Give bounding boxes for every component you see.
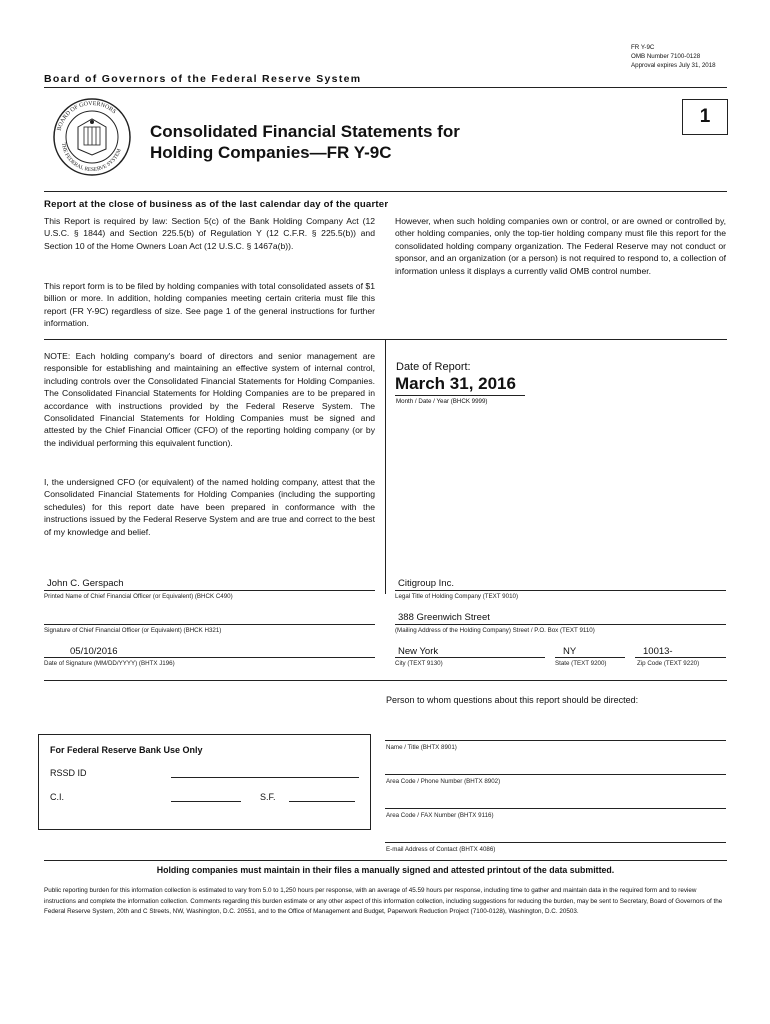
filing-criteria-text: This report form is to be filed by holding companies with total consolidated assets of $1 billion or more. In addition, holding companies meeting certain criteria must file this report (FR Y-9C) regardless of size. See page 1 of the general instructions for further information.: [44, 281, 375, 329]
legal-authority-text: This Report is required by law: Section 5(c) of the Bank Holding Company Act (12 U.S.C. § 1844) and Section 225.5(b) of Regulation Y (12 C.F.R. § 225.5(b)) and Section 10 of the Home Owners Loan Act (12 U.S.C. § 1467a(b)).: [44, 216, 375, 251]
contact-fax-line[interactable]: [385, 808, 726, 809]
title-rule: [44, 191, 727, 192]
contact-name-label: Name / Title (BHTX 8901): [386, 744, 457, 751]
state-underline: [555, 657, 625, 658]
rssd-label: RSSD ID: [50, 768, 87, 778]
form-title-line2: Holding Companies—FR Y-9C: [150, 143, 392, 162]
city-label: City (TEXT 9130): [395, 660, 443, 667]
address-field[interactable]: 388 Greenwich Street: [398, 612, 490, 623]
omb-number: OMB Number 7100-0128: [631, 53, 701, 60]
legal-title-label: Legal Title of Holding Company (TEXT 9010): [395, 593, 519, 600]
mid-rule: [44, 680, 727, 681]
cfo-name-underline: [44, 590, 375, 591]
address-label: (Mailing Address of the Holding Company) Street / P.O. Box (TEXT 9110): [395, 627, 595, 634]
attestation-text: I, the undersigned CFO (or equivalent) of the named holding company, attest that the Consolidated Financial Statements for Holding Companies (including the supporting schedules) for this report date have been prepared in conformance with the instructions issued by the Federal Reserve System and are true and correct to the best of my knowledge and belief.: [44, 477, 375, 537]
ci-label: C.I.: [50, 792, 65, 802]
federal-reserve-seal-icon: [52, 97, 132, 177]
zip-field[interactable]: 10013-: [643, 646, 673, 657]
city-underline: [395, 657, 545, 658]
ci-field[interactable]: [171, 801, 241, 802]
signature-date-field[interactable]: 05/10/2016: [70, 646, 118, 657]
sf-label: S.F.: [260, 792, 276, 802]
note-text: NOTE: Each holding company's board of directors and senior management are responsible for establishing and maintaining an effective system of internal control, including controls over the Consolidated Financial Statements for Holding Companies. The Consolidated Financial Statements for Holding Companies are to be prepared in accordance with instructions provided by the Federal Reserve System. The Consolidated Financial Statements for Holding Companies must be signed and attested by the Chief Financial Officer (CFO) of the reporting holding company (or by the individual performing this equivalent function).: [44, 351, 375, 448]
agency-name: Board of Governors of the Federal Reserve System: [44, 73, 362, 85]
form-id: FR Y-9C: [631, 44, 655, 51]
signature-underline: [44, 624, 375, 625]
approval-expiry: Approval expires July 31, 2018: [631, 62, 716, 69]
date-of-report-underline: [395, 395, 525, 396]
date-of-report-label: Date of Report:: [396, 361, 471, 373]
signature-date-underline: [44, 657, 375, 658]
contact-name-line[interactable]: [385, 740, 726, 741]
form-title-line1: Consolidated Financial Statements for: [150, 122, 460, 141]
cfo-name-label: Printed Name of Chief Financial Officer (or Equivalent) (BHCK C490): [44, 593, 233, 600]
seal-text-top: BOARD OF GOVERNORS: [56, 100, 117, 132]
legal-title-field[interactable]: Citigroup Inc.: [398, 578, 454, 589]
seal-text-bottom: THE FEDERAL RESERVE SYSTEM: [60, 142, 123, 174]
footer-rule: [44, 860, 727, 861]
page-number-box: 1: [682, 99, 728, 135]
rssd-field[interactable]: [171, 777, 359, 778]
retention-notice: Holding companies must maintain in their files a manually signed and attested printout of the data submitted.: [156, 865, 615, 875]
header-rule: [44, 87, 727, 88]
column-divider: [385, 339, 386, 594]
signature-date-label: Date of Signature (MM/DD/YYYY) (BHTX J196): [44, 660, 175, 667]
burden-statement: Public reporting burden for this information collection is estimated to vary from 5.0 to 1,250 hours per response, with an average of 45.59 hours per response, including time to gather and maintain data in the required form and to review instructions and complete the information collection. Comments regarding this burden estimate or any other aspect of this information collection, including suggestions for reducing the burden, may be sent to Secretary, Board of Governors of the Federal Reserve System, 20th and C Streets, NW, Washington, D.C. 20551, and to the Office of Management and Budget, Paperwork Reduction Project (7100-0128), Washington, D.C. 20503.: [44, 887, 723, 915]
contact-email-line[interactable]: [385, 842, 726, 843]
contact-phone-label: Area Code / Phone Number (BHTX 8902): [386, 778, 501, 785]
date-of-report-value[interactable]: March 31, 2016: [395, 374, 516, 393]
contact-phone-line[interactable]: [385, 774, 726, 775]
contact-email-label: E-mail Address of Contact (BHTX 4086): [386, 846, 496, 853]
fed-use-title: For Federal Reserve Bank Use Only: [50, 745, 203, 755]
address-underline: [395, 624, 726, 625]
zip-label: Zip Code (TEXT 9220): [637, 660, 700, 667]
sf-field[interactable]: [289, 801, 355, 802]
top-tier-text: However, when such holding companies own or control, or are owned or controlled by, other holding companies, only the top-tier holding company must file this report for the consolidated holding company organization. The Federal Reserve may not conduct or sponsor, and an organization (or a person) is not required to respond to, a collection of information unless it displays a currently valid OMB control number.: [395, 216, 726, 276]
legal-title-underline: [395, 590, 726, 591]
contact-fax-label: Area Code / FAX Number (BHTX 9116): [386, 812, 494, 819]
state-label: State (TEXT 9200): [555, 660, 607, 667]
city-field[interactable]: New York: [398, 646, 439, 657]
date-of-report-sublabel: Month / Date / Year (BHCK 9999): [396, 398, 488, 405]
cfo-name-field[interactable]: John C. Gerspach: [47, 578, 124, 589]
report-heading: Report at the close of business as of the last calendar day of the quarter: [44, 199, 389, 210]
zip-underline: [635, 657, 726, 658]
fed-use-box: [38, 734, 371, 830]
signature-label: Signature of Chief Financial Officer (or Equivalent) (BHCK H321): [44, 627, 222, 634]
contact-heading: Person to whom questions about this report should be directed:: [386, 695, 639, 705]
state-field[interactable]: NY: [563, 646, 577, 657]
